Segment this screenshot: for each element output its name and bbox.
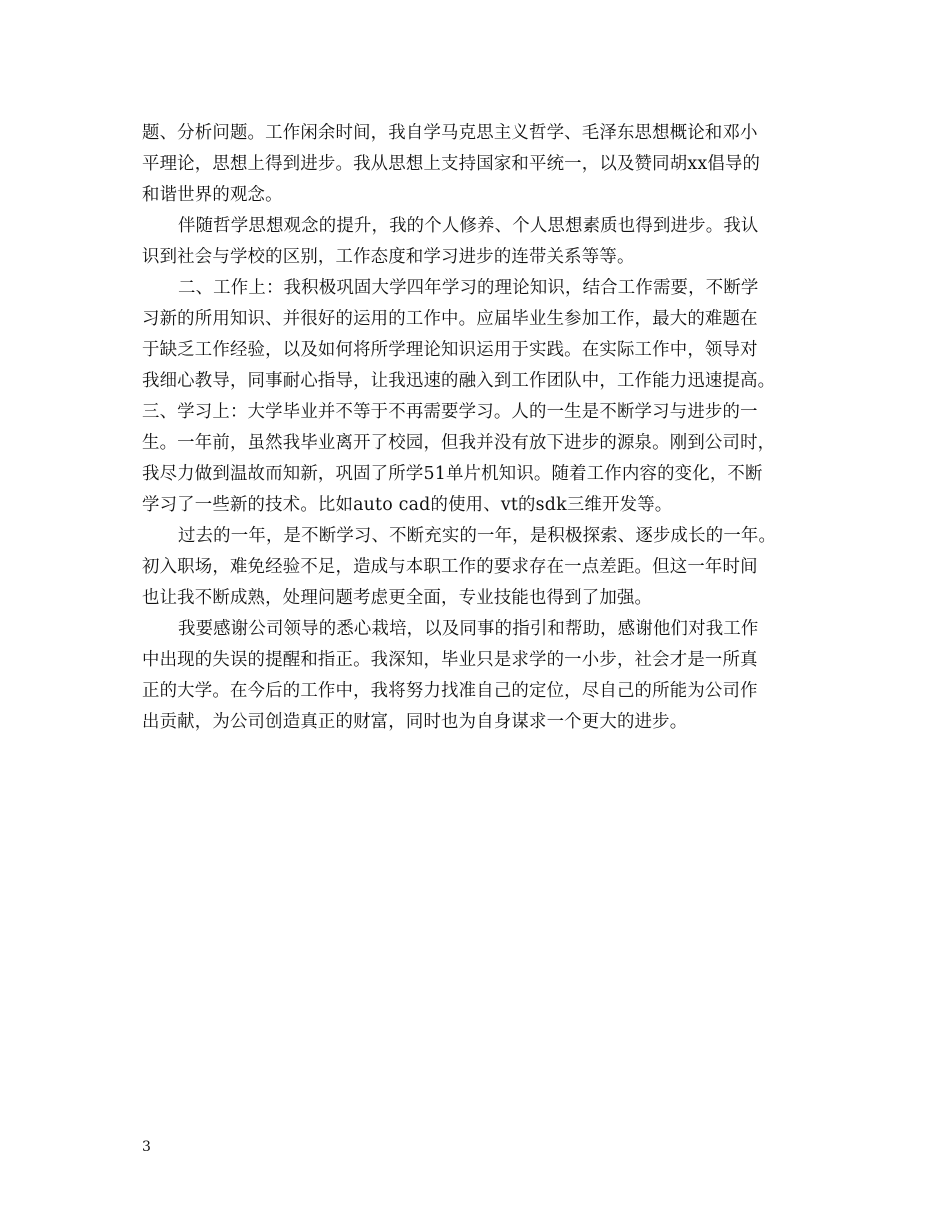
text-line: 我细心教导，同事耐心指导，让我迅速的融入到工作团队中，工作能力迅速提高。 — [142, 371, 776, 391]
text-line: 正的大学。在今后的工作中，我将努力找准自己的定位，尽自己的所能为公司作 — [142, 681, 758, 701]
text-line: 伴随哲学思想观念的提升，我的个人修养、个人思想素质也得到进步。我认 — [178, 216, 759, 236]
text-line: 识到社会与学校的区别，工作态度和学习进步的连带关系等等。 — [142, 247, 635, 267]
text-line: 我要感谢公司领导的悉心栽培，以及同事的指引和帮助，感谢他们对我工作 — [178, 619, 759, 639]
text-line: 初入职场，难免经验不足，造成与本职工作的要求存在一点差距。但这一年时间 — [142, 557, 758, 577]
text-line: 生。一年前，虽然我毕业离开了校园，但我并没有放下进步的源泉。刚到公司时， — [142, 433, 776, 453]
text-line: 于缺乏工作经验，以及如何将所学理论知识运用于实践。在实际工作中，领导对 — [142, 340, 758, 360]
text-line: 习新的所用知识、并很好的运用的工作中。应届毕业生参加工作，最大的难题在 — [142, 309, 758, 329]
text-line: 过去的一年，是不断学习、不断充实的一年，是积极探索、逐步成长的一年。 — [178, 526, 777, 546]
text-line: 平理论，思想上得到进步。我从思想上支持国家和平统一，以及赞同胡xx倡导的 — [142, 154, 761, 174]
text-line: 题、分析问题。工作闲余时间，我自学马克思主义哲学、毛泽东思想概论和邓小 — [142, 123, 758, 143]
text-line: 学习了一些新的技术。比如auto cad的使用、vt的sdk三维开发等。 — [142, 495, 673, 515]
text-line: 三、学习上：大学毕业并不等于不再需要学习。人的一生是不断学习与进步的一 — [142, 402, 758, 422]
text-line: 我尽力做到温故而知新，巩固了所学51单片机知识。随着工作内容的变化，不断 — [142, 464, 763, 484]
text-line: 二、工作上：我积极巩固大学四年学习的理论知识，结合工作需要，不断学 — [178, 278, 759, 298]
text-line: 也让我不断成熟，处理问题考虑更全面，专业技能也得到了加强。 — [142, 588, 653, 608]
page-number: 3 — [142, 1139, 151, 1155]
text-line: 和谐世界的观念。 — [142, 185, 283, 205]
text-line: 中出现的失误的提醒和指正。我深知，毕业只是求学的一小步，社会才是一所真 — [142, 650, 758, 670]
body-text — [142, 118, 814, 738]
text-line: 出贡献，为公司创造真正的财富，同时也为自身谋求一个更大的进步。 — [142, 712, 688, 732]
